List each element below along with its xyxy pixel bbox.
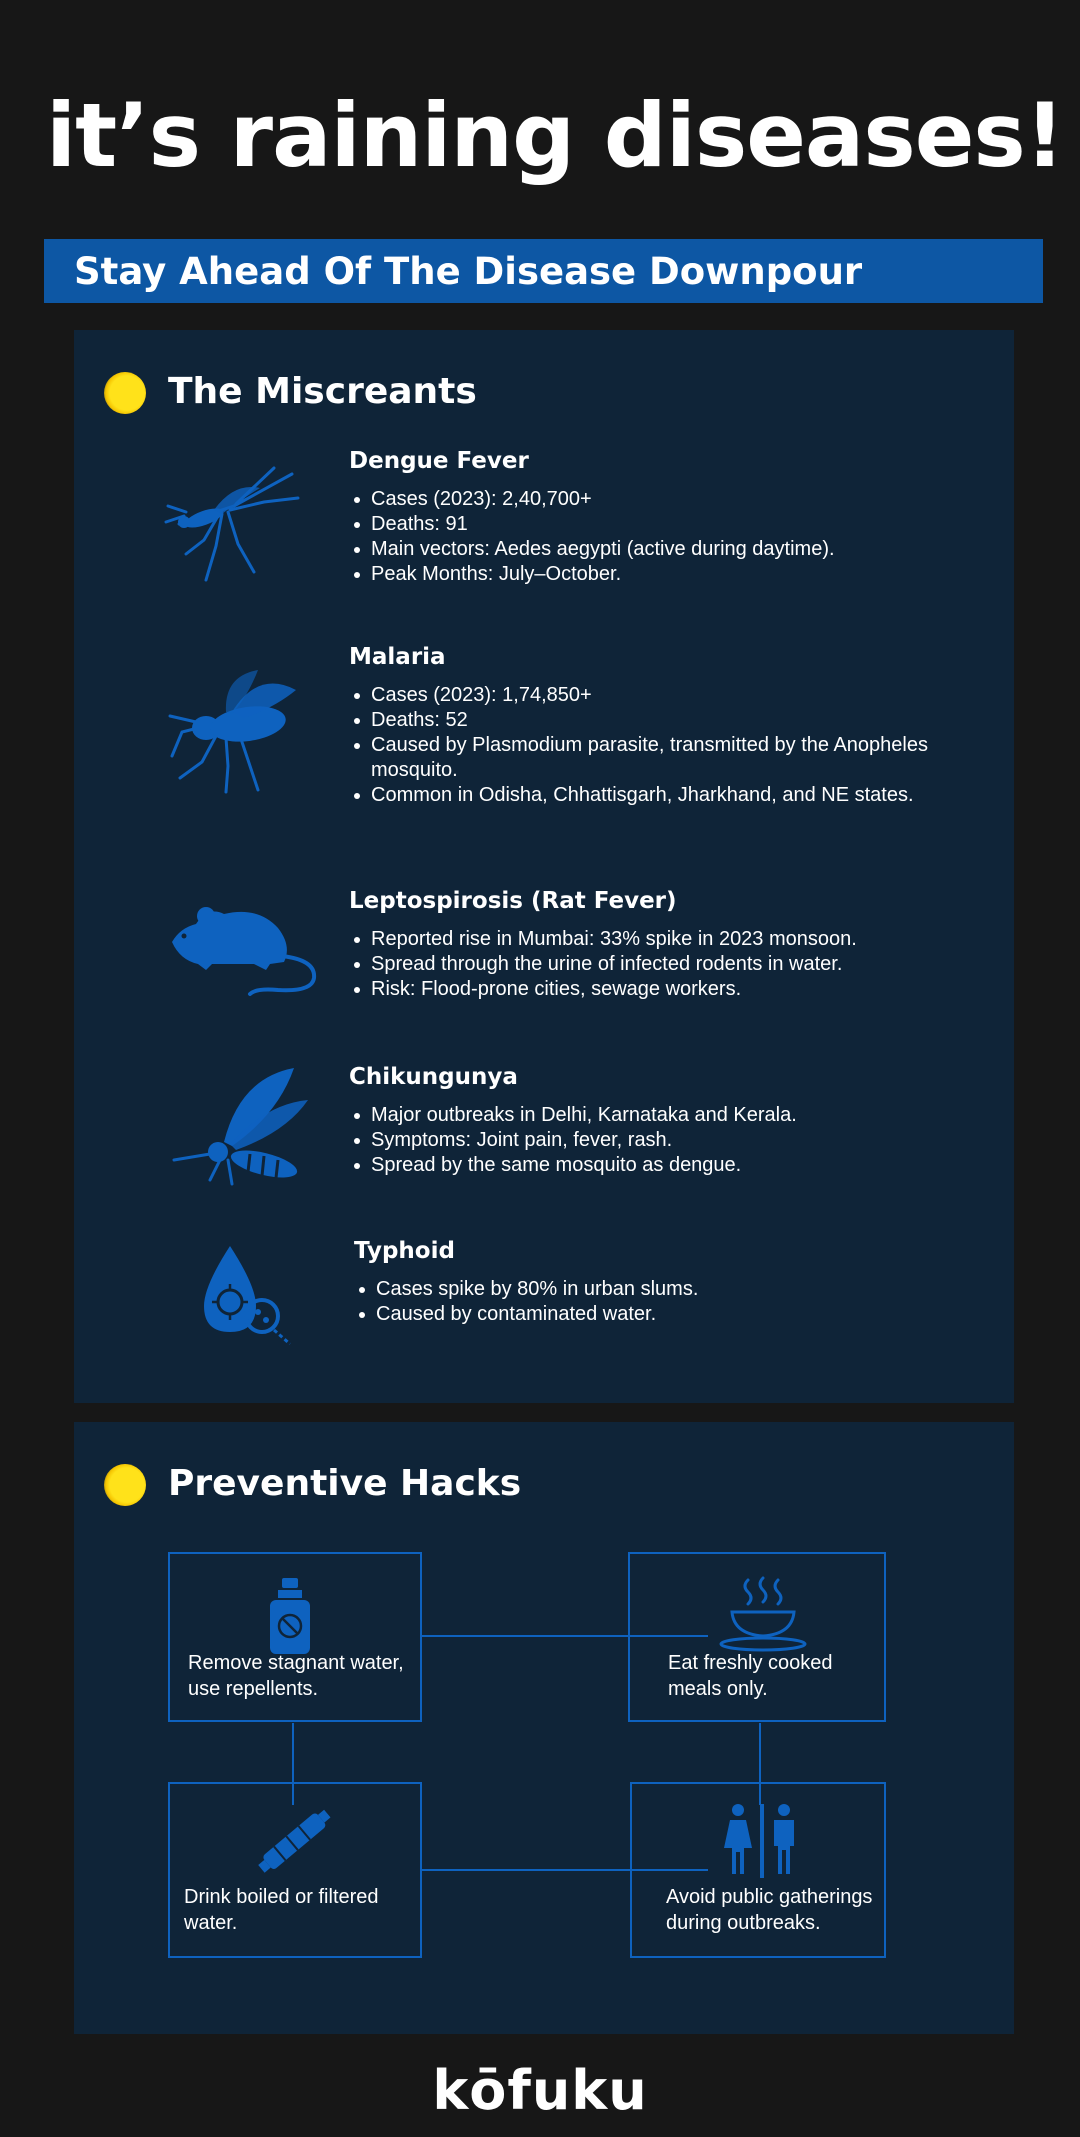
fact-item: Main vectors: Aedes aegypti (active during daytime). [349, 537, 949, 562]
typhoid-text [354, 1240, 954, 1327]
page-title: it’s raining diseases! [46, 84, 1064, 187]
sun-bullet-icon [104, 372, 146, 414]
fact-item: Cases spike by 80% in urban slums. [354, 1277, 954, 1302]
fact-item: Spread by the same mosquito as dengue. [349, 1153, 949, 1178]
fact-item: Caused by Plasmodium parasite, transmitted by the Anopheles mosquito. [349, 733, 949, 783]
brand-logo: kōfuku [432, 2059, 648, 2122]
hack-text: Drink boiled or filtered water. [184, 1886, 379, 1934]
disease-malaria [74, 646, 1014, 836]
anopheles-mosquito-icon [166, 666, 306, 796]
disease-name: Typhoid [354, 1238, 455, 1264]
disease-chikungunya [74, 1066, 1014, 1196]
disease-name: Leptospirosis (Rat Fever) [349, 888, 677, 914]
dengue-text [349, 450, 949, 587]
chikungunya-text [349, 1066, 949, 1178]
fact-item: Reported rise in Mumbai: 33% spike in 2023 monsoon. [349, 927, 949, 952]
hack-text: Remove stagnant water, use repellents. [188, 1652, 404, 1700]
fact-item: Cases (2023): 1,74,850+ [349, 683, 949, 708]
disease-name: Dengue Fever [349, 448, 529, 474]
fact-item: Caused by contaminated water. [354, 1302, 954, 1327]
fact-item: Peak Months: July–October. [349, 562, 949, 587]
people-restroom-icon [722, 1802, 802, 1887]
fact-list [349, 683, 949, 808]
subtitle-text: Stay Ahead Of The Disease Downpour [74, 250, 863, 293]
fact-item: Risk: Flood-prone cities, sewage workers. [349, 977, 949, 1002]
subtitle-banner [44, 239, 1043, 303]
contaminated-water-drop-icon [196, 1240, 306, 1350]
striped-mosquito-icon [170, 1068, 310, 1188]
fact-list [354, 1277, 954, 1327]
miscreants-panel [74, 330, 1014, 1403]
hack-text: Avoid public gatherings during outbreaks. [666, 1886, 873, 1934]
fact-item: Spread through the urine of infected rodents in water. [349, 952, 949, 977]
fact-list [349, 487, 949, 587]
miscreants-title: The Miscreants [168, 371, 477, 412]
fact-item: Common in Odisha, Chhattisgarh, Jharkhand, and NE states. [349, 783, 949, 808]
hack-text: Eat freshly cooked meals only. [668, 1652, 833, 1700]
fact-list [349, 927, 949, 1002]
malaria-text [349, 646, 949, 808]
hack-card [628, 1552, 886, 1722]
disease-leptospirosis [74, 890, 1014, 1020]
hack-card [168, 1552, 422, 1722]
disease-name: Chikungunya [349, 1064, 518, 1090]
disease-typhoid [74, 1240, 1014, 1360]
hack-card [630, 1782, 886, 1958]
leptospirosis-text [349, 890, 949, 1002]
water-filter-icon [250, 1802, 340, 1887]
repellent-spray-icon [266, 1576, 316, 1661]
hack-card [168, 1782, 422, 1958]
hacks-panel [74, 1422, 1014, 2034]
disease-dengue [74, 450, 1014, 600]
fact-item: Deaths: 91 [349, 512, 949, 537]
fact-item: Symptoms: Joint pain, fever, rash. [349, 1128, 949, 1153]
fact-item: Deaths: 52 [349, 708, 949, 733]
disease-name: Malaria [349, 644, 446, 670]
fact-item: Cases (2023): 2,40,700+ [349, 487, 949, 512]
rat-icon [166, 898, 326, 998]
sun-bullet-icon [104, 1464, 146, 1506]
hacks-title: Preventive Hacks [168, 1463, 522, 1504]
fact-item: Major outbreaks in Delhi, Karnataka and Kerala. [349, 1103, 949, 1128]
mosquito-icon [164, 462, 304, 592]
hot-meal-bowl-icon [718, 1576, 808, 1657]
fact-list [349, 1103, 949, 1178]
